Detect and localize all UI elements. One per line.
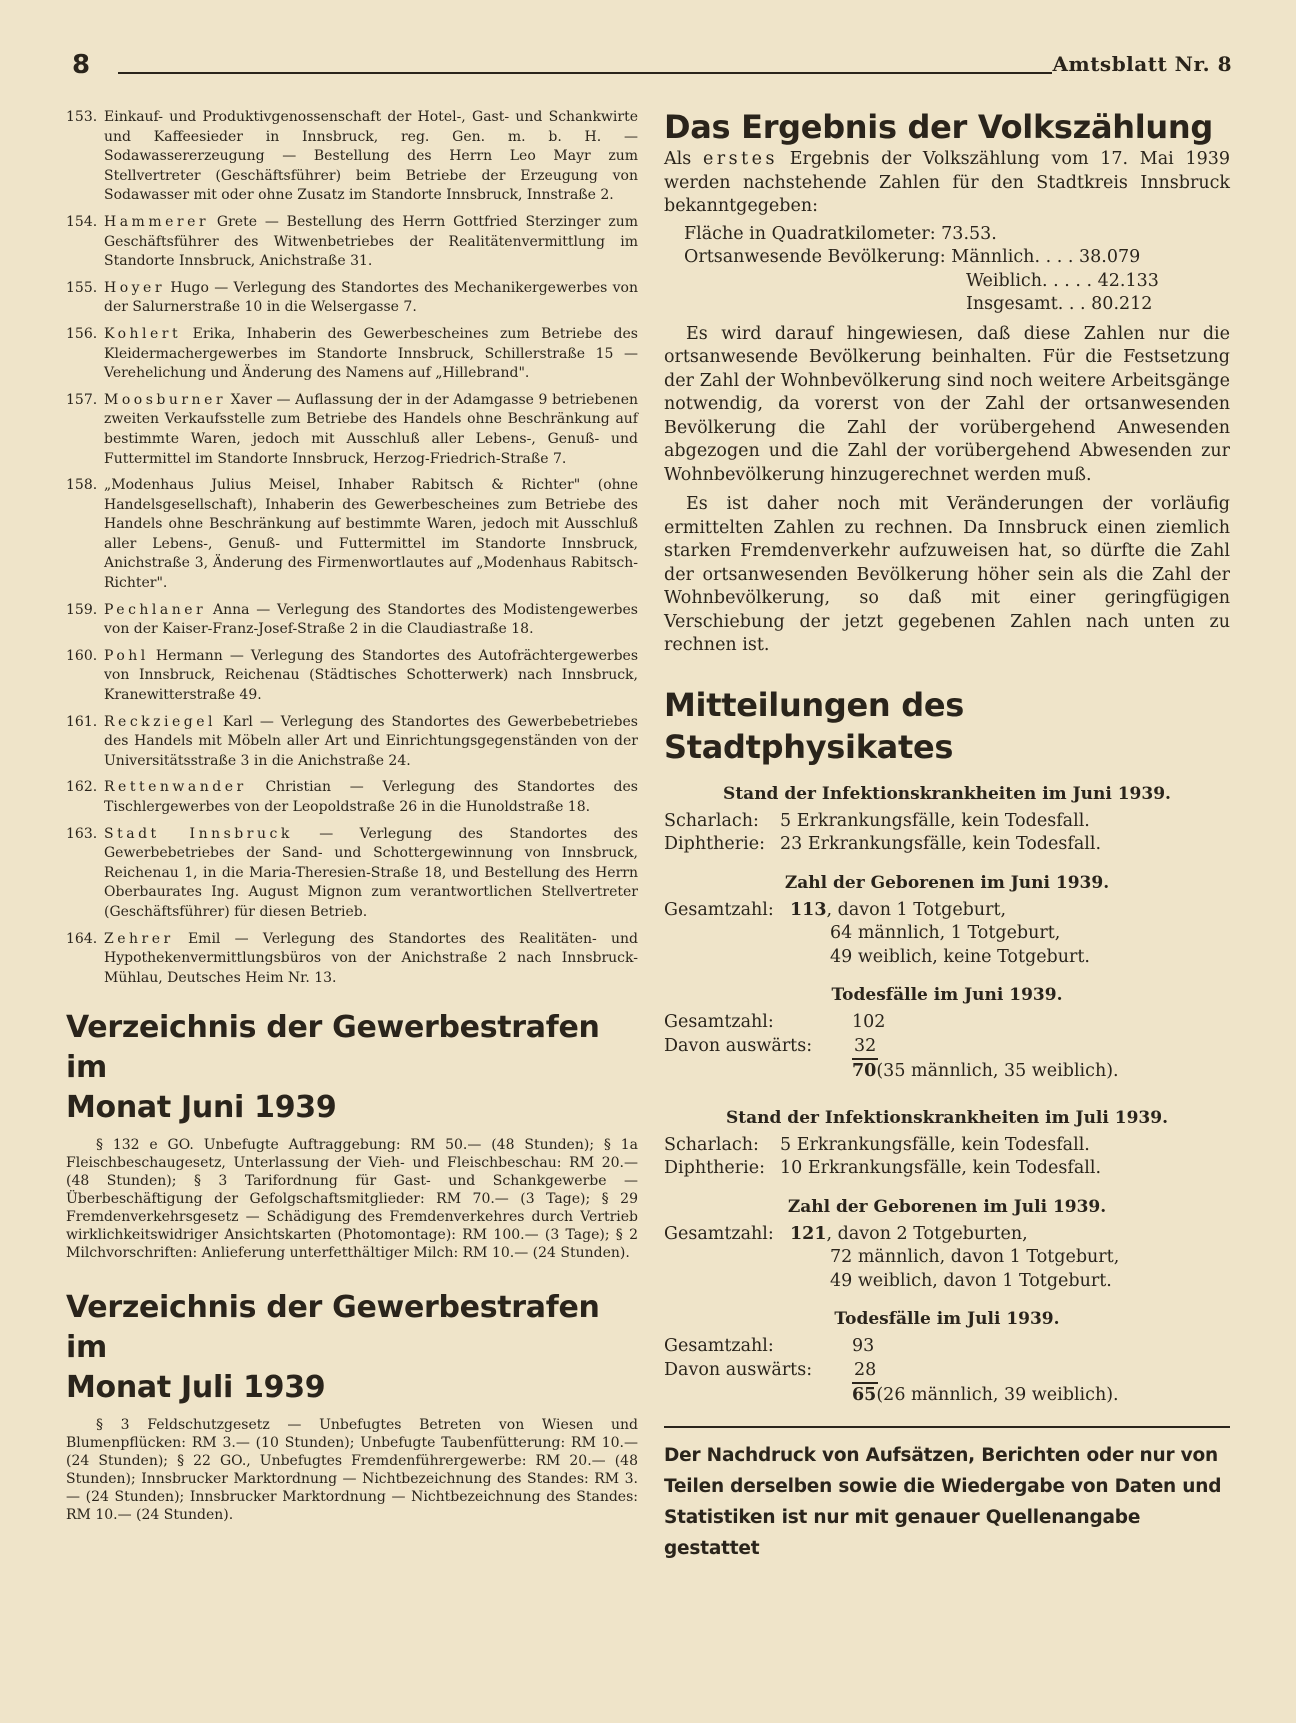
entry-name: Hoyer [104, 279, 166, 296]
deaths-away-label: Davon auswärts: [664, 1035, 813, 1056]
left-column [66, 108, 638, 1524]
entry-number: 158. [66, 477, 98, 494]
entry-text [104, 778, 638, 817]
header-rule [118, 72, 1052, 74]
disease-label: Scharlach: [664, 1134, 759, 1155]
list-item [66, 391, 638, 469]
entry-name: Pohl [104, 647, 149, 664]
entry-text [104, 825, 638, 923]
entry-name: Stadt Innsbruck [104, 825, 293, 842]
entry-text [104, 476, 638, 594]
header-title: Amtsblatt Nr. 8 [1052, 52, 1232, 76]
female-value: 42.133 [1097, 270, 1159, 291]
entry-number: 162. [66, 779, 98, 796]
entry-name: Kohlert [104, 325, 182, 342]
deaths-july-heading: Todesfälle im Juli 1939. [834, 1309, 1060, 1329]
census-title: Das Ergebnis der Volkszählung [664, 108, 1214, 146]
copyright-notice [664, 1426, 1230, 1564]
entry-text [104, 601, 638, 640]
entry-text [104, 325, 638, 384]
births-row: 72 männlich, davon 1 Totgeburt, [830, 1247, 1120, 1267]
disease-label: Diphtherie: [664, 834, 765, 854]
dot-leader: . . . . [1034, 247, 1074, 267]
list-item [66, 476, 638, 594]
list-item [66, 930, 638, 989]
entry-body: Karl — Verlegung des Standortes des Gewerbebetriebes des Handels mit Möbeln aller Art und Einrichtungsgegenständen von der Universitätsstraße 3 in die Anichstraße 24. [104, 713, 638, 769]
births-label: Gesamtzahl: [664, 1223, 774, 1244]
list-item [66, 213, 638, 272]
entry-number: 159. [66, 601, 98, 618]
entry-text [104, 279, 638, 318]
census-female-row [664, 270, 1230, 294]
deaths-row [664, 1060, 1230, 1084]
penalties-july-section [66, 1288, 638, 1524]
entry-text [104, 391, 638, 469]
deaths-net-detail: (26 männlich, 39 weiblich). [876, 1385, 1119, 1405]
penalties-june-text: § 132 e GO. Unbefugte Auftraggebung: RM 50.— (48 Stunden); § 1a Fleischbeschaugesetz, Unterlassung der Vieh- und Fleischbeschau: RM 20.— (48 Stunden); § 3 Tarifordnung für Gast- und Schankgewerbe — Überbeschäftigung der Gefolgschaftsmitglieder: RM 70.— (3 Tage); § 29 Fremdenverkehrsgesetz — Schädigung des Fremdenverkehres durch Vertrieb wirklichkeitswidriger Ansichtskarten (Photomontage): RM 100.— (3 Tage); § 2 Milchvorschriften: Anlieferung unterfetthältiger Milch: RM 10.— (24 Stunden). [66, 1137, 638, 1262]
entry-text [104, 930, 638, 989]
census-male-row [664, 246, 1230, 270]
deaths-net-detail: (35 männlich, 35 weiblich). [876, 1061, 1119, 1081]
entry-text [104, 108, 638, 206]
penalties-june-title [66, 1008, 638, 1128]
deaths-label: Gesamtzahl: [664, 1012, 774, 1032]
total-label: Insgesamt [966, 294, 1058, 314]
entry-number: 154. [66, 213, 98, 230]
physikat-section [664, 684, 1230, 1408]
disease-label: Scharlach: [664, 810, 759, 831]
deaths-total: 102 [852, 1012, 886, 1032]
penalties-june-section [66, 1008, 638, 1262]
deaths-away-label: Davon auswärts: [664, 1359, 813, 1380]
page-header [72, 50, 1232, 80]
deaths-away: 28 [852, 1359, 878, 1385]
births-june-heading: Zahl der Geborenen im Juni 1939. [784, 872, 1110, 893]
list-item [66, 825, 638, 923]
deaths-row [664, 1035, 1230, 1061]
entry-body: Hermann — Verlegung des Standortes des Autofrächtergewerbes von Innsbruck, Reichenau (Städtisches Schotterwerk) nach Innsbruck, Kranewitterstraße 49. [104, 647, 638, 704]
deaths-june-heading: Todesfälle im Juni 1939. [831, 985, 1063, 1005]
disease-value: 10 Erkrankungsfälle, kein Todesfall. [780, 1158, 1102, 1178]
male-value: 38.079 [1078, 247, 1141, 267]
list-item [66, 279, 638, 318]
births-row [664, 1223, 1230, 1247]
title-line: Monat Juli 1939 [66, 1370, 326, 1406]
penalties-july-title [66, 1288, 638, 1408]
infect-row [664, 810, 1230, 834]
infect-july-heading: Stand der Infektionskrankheiten im Juli 1939. [726, 1107, 1168, 1128]
disease-value: 5 Erkrankungsfälle, kein Todesfall. [780, 810, 1090, 831]
title-line: Verzeichnis der Gewerbestrafen im [66, 1010, 600, 1086]
entry-number: 155. [66, 279, 98, 296]
intro-part: Als [664, 149, 703, 169]
entry-body: Grete — Bestellung des Herrn Gottfried Sterzinger zum Geschäftsführer des Witwenbetriebes der Realitätenvermittlung im Standorte Innsbruck, Anichstraße 31. [104, 213, 638, 270]
intro-part: Ergebnis der Volkszählung vom 17. Mai 1939 werden nachstehende Zahlen für den Stadtkreis Innsbruck bekanntgegeben: [664, 149, 1231, 216]
births-row: 49 weiblich, keine Totgeburt. [830, 946, 1090, 967]
entry-body: Emil — Verlegung des Standortes des Realitäten- und Hypothekenvermittlungsbüros von der Anichstraße 2 nach Innsbruck-Mühlau, Deutsches Heim Nr. 13. [104, 930, 638, 986]
infect-row [664, 1134, 1230, 1158]
deaths-row [664, 1011, 1230, 1035]
births-july-heading: Zahl der Geborenen im Juli 1939. [787, 1196, 1107, 1217]
births-label: Gesamtzahl: [664, 899, 774, 920]
entry-body: Hugo — Verlegung des Standortes des Mechanikergewerbes von der Salurnerstraße 10 in die Welsergasse 7. [104, 279, 638, 316]
entry-number: 161. [66, 713, 98, 730]
entry-body: Erika, Inhaberin des Gewerbescheines zum Betriebe des Kleidermachergewerbes im Standorte Innsbruck, Schillerstraße 15 — Verehelichung und Änderung des Namens auf „Hillebrand". [104, 325, 638, 382]
title-line: Monat Juni 1939 [66, 1090, 337, 1126]
births-detail: , davon 1 Totgeburt, [826, 899, 1007, 920]
entry-text [104, 713, 638, 772]
entry-text [104, 213, 638, 272]
entry-number: 164. [66, 930, 98, 947]
births-total: 121 [790, 1223, 827, 1244]
census-section [664, 106, 1230, 658]
entry-name: Rettenwander [104, 779, 247, 796]
entry-name: Zehrer [104, 930, 174, 947]
census-total-row [664, 293, 1230, 317]
deaths-row [664, 1359, 1230, 1385]
census-paragraph: Es ist daher noch mit Veränderungen der vorläufig ermittelten Zahlen zu rechnen. Da Innsbruck einen ziemlich starken Fremdenverkehr aufzuweisen hat, so dürfte die Zahl der ortsanwesenden Bevölkerung höher sein als die Zahl der Wohnbevölkerung, so daß mit einer geringfügigen Verschiebung der jetzt gegebenen Zahlen nach unten zu rechnen ist. [664, 494, 1230, 655]
entry-number: 163. [66, 825, 98, 842]
pop-label: Ortsanwesende Bevölkerung: [684, 247, 946, 267]
births-row [664, 899, 1230, 923]
entry-body: — Verlegung des Standortes des Gewerbebetriebes der Sand- und Schottergewinnung von Innsbruck, Reichenau 1, in die Maria-Theresien-Straße 18, und Bestellung des Herrn Oberbaurates Ing. August Mignon zum verantwortlichen Stellvertreter (Geschäftsführer) für diesen Betrieb. [104, 825, 638, 920]
disease-label: Diphtherie: [664, 1158, 765, 1178]
census-intro [664, 148, 1230, 219]
births-row: 64 männlich, 1 Totgeburt, [830, 923, 1061, 943]
deaths-label: Gesamtzahl: [664, 1336, 774, 1356]
entry-number: 156. [66, 325, 98, 342]
entry-body: Einkauf- und Produktivgenossenschaft der Hotel-, Gast- und Schankwirte und Kaffeesieder in Innsbruck, reg. Gen. m. b. H. — Sodawassererzeugung — Bestellung des Herrn Leo Mayr zum Stellvertreter (Geschäftsführer) beim Betriebe der Erzeugung von Sodawasser mit oder ohne Zusatz im Standorte Innsbruck, Innstraße 2. [104, 109, 638, 204]
entry-number: 153. [66, 109, 98, 125]
entry-name: Pechlaner [104, 601, 207, 618]
deaths-row [664, 1335, 1230, 1359]
notice-line: Der Nachdruck von Aufsätzen, Berichten oder nur von [664, 1444, 1218, 1466]
infect-row [664, 1157, 1230, 1181]
infect-row [664, 833, 1230, 857]
disease-value: 5 Erkrankungsfälle, kein Todesfall. [780, 1134, 1090, 1155]
list-item [66, 325, 638, 384]
deaths-away: 32 [852, 1035, 878, 1061]
female-label: Weiblich [966, 270, 1042, 291]
census-paragraph: Es wird darauf hingewiesen, daß diese Zahlen nur die ortsanwesende Bevölkerung beinhalten. Für die Festsetzung der Zahl der Wohnbevölkerung sind noch weitere Arbeitsgänge notwendig, da vorerst von der Zahl der ortsanwesenden Bevölkerung die Zahl der vorübergehend Anwesenden abgezogen und die Zahl der vorübergehend Abwesenden zur Wohnbevölkerung hinzugerechnet werden muß. [664, 323, 1230, 485]
entry-list [66, 108, 638, 988]
entry-number: 157. [66, 391, 98, 408]
entry-body: Anna — Verlegung des Standortes des Modistengewerbes von der Kaiser-Franz-Josef-Straße 2 in die Claudiastraße 18. [104, 601, 638, 638]
entry-body: Xaver — Auflassung der in der Adamgasse 9 betriebenen zweiten Verkaufsstelle zum Betriebe des Handels ohne Beschränkung auf bestimmte Waren, jedoch mit Ausschluß aller Lebens-, Genuß- und Futtermittel im Standorte Innsbruck, Herzog-Friedrich-Straße 7. [104, 391, 638, 467]
male-label: Männlich [951, 247, 1035, 267]
physikat-title: Mitteilungen des Stadtphysikates [664, 685, 964, 766]
entry-name: Reckziegel [104, 713, 217, 730]
entry-number: 160. [66, 647, 98, 664]
births-total: 113 [790, 899, 827, 920]
dot-leader: . . . [1057, 294, 1086, 314]
entry-body: „Modenhaus Julius Meisel, Inhaber Rabitsch & Richter" (ohne Handelsgesellschaft), Inhaberin des Gewerbescheines zum Betriebe des Handels ohne Beschränkung auf bestimmte Waren, jedoch mit Ausschluß aller Lebens-, Genuß- und Futtermittel im Standorte Innsbruck, Anichstraße 3, Änderung des Firmenwortlautes auf „Modenhaus Rabitsch-Richter". [104, 477, 638, 592]
intro-spaced: erstes [702, 149, 779, 169]
deaths-row [664, 1384, 1230, 1408]
entry-name: Moosburner [104, 391, 227, 408]
list-item [66, 713, 638, 772]
page-number: 8 [72, 50, 91, 80]
deaths-net: 65 [852, 1385, 877, 1405]
entry-name: Hammerer [104, 213, 210, 230]
right-column [664, 106, 1230, 1564]
births-row: 49 weiblich, davon 1 Totgeburt. [830, 1270, 1112, 1291]
deaths-total: 93 [852, 1336, 875, 1356]
title-line: Verzeichnis der Gewerbestrafen im [66, 1290, 600, 1366]
births-detail: , davon 2 Totgeburten, [826, 1223, 1028, 1244]
deaths-net: 70 [852, 1061, 877, 1081]
infect-june-heading: Stand der Infektionskrankheiten im Juni 1939. [723, 783, 1171, 804]
dot-leader: . . . . . [1041, 270, 1093, 291]
census-area: Fläche in Quadratkilometer: 73.53. [684, 223, 997, 244]
penalties-july-text: § 3 Feldschutzgesetz — Unbefugtes Betreten von Wiesen und Blumenpflücken: RM 3.— (10 Stunden); Unbefugte Taubenfütterung: RM 10.— (24 Stunden); § 22 GO., Unbefugtes Fremdenführergewerbe: RM 20.— (48 Stunden); Innsbrucker Marktordnung — Nichtbezeichnung des Standes: RM 3.— (24 Stunden); Innsbrucker Marktordnung — Nichtbezeichnung des Standes: RM 10.— (24 Stunden). [66, 1417, 638, 1524]
list-item [66, 601, 638, 640]
list-item [66, 108, 638, 206]
disease-value: 23 Erkrankungsfälle, kein Todesfall. [780, 834, 1102, 854]
list-item [66, 778, 638, 817]
entry-text [104, 647, 638, 706]
entry-body: Christian — Verlegung des Standortes des Tischlergewerbes von der Leopoldstraße 26 in die Hunoldstraße 18. [104, 779, 638, 815]
list-item [66, 647, 638, 706]
total-value: 80.212 [1091, 294, 1153, 314]
notice-line: Teilen derselben sowie die Wiedergabe von Daten und [664, 1475, 1222, 1497]
notice-line: Statistiken ist nur mit genauer Quellenangabe gestattet [664, 1506, 1141, 1559]
